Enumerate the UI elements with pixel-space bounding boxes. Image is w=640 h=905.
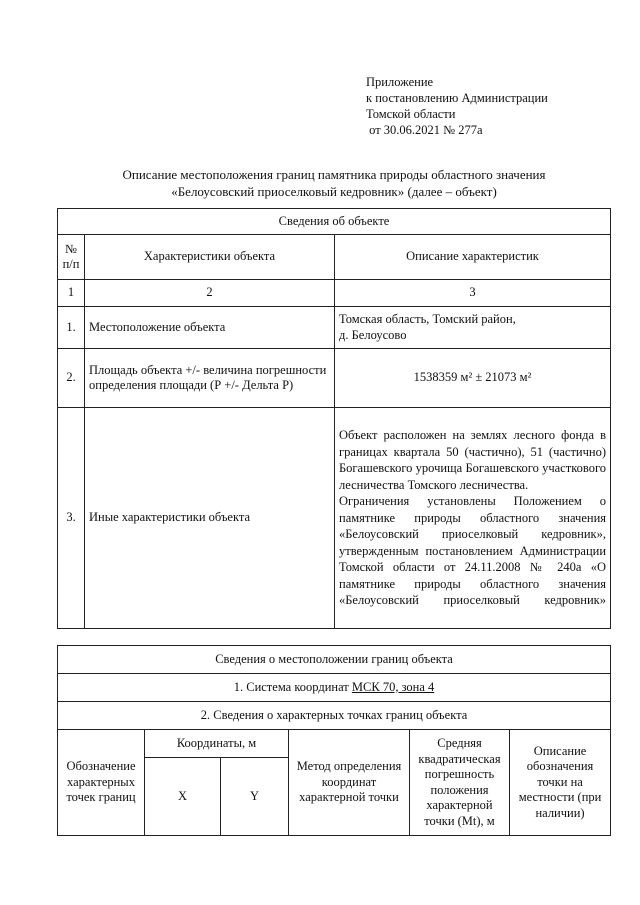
- index-cell-1: 1: [58, 280, 85, 307]
- col-num-header: № п/п: [58, 235, 85, 280]
- row-number: 3.: [58, 408, 85, 629]
- appendix-line-3: Томской области: [366, 107, 456, 121]
- title-line-1: Описание местоположения границ памятника природы областного значения: [122, 167, 546, 182]
- col-coordinates-header: Координаты, м: [145, 730, 289, 758]
- table-row: [58, 349, 611, 408]
- table-row: [58, 408, 611, 629]
- row-number: 2.: [58, 349, 85, 408]
- col-y-header: Y: [221, 758, 289, 836]
- boundary-info-table: [57, 645, 611, 836]
- row-characteristic: Местоположение объекта: [85, 307, 335, 349]
- table-row: [58, 307, 611, 349]
- row-description: 1538359 м² ± 21073 м²: [335, 349, 611, 408]
- row-characteristic: Иные характеристики объекта: [85, 408, 335, 629]
- col-char-header: Характеристики объекта: [85, 235, 335, 280]
- boundary-info-header: Сведения о местоположении границ объекта: [58, 646, 611, 674]
- col-designation-header: Обозначение характерных точек границ: [58, 730, 145, 836]
- object-info-header: Сведения об объекте: [58, 209, 611, 235]
- coordinate-system-row: [58, 674, 611, 702]
- col-method-header: Метод определения координат характерной точки: [289, 730, 410, 836]
- description-line-2: д. Белоусово: [339, 327, 407, 342]
- row-description: [335, 307, 611, 349]
- appendix-line-2: к постановлению Администрации: [366, 91, 548, 105]
- row-characteristic: Площадь объекта +/- величина погрешности определения площади (Р +/- Дельта Р): [85, 349, 335, 408]
- appendix-block: [366, 74, 548, 138]
- coordinate-system-label: 1. Система координат: [233, 679, 352, 694]
- appendix-line-1: Приложение: [366, 75, 434, 89]
- col-error-header: Средняя квадратическая погрешность положения характерной точки (Mt), м: [410, 730, 510, 836]
- coordinate-system-value: МСК 70, зона 4: [351, 679, 435, 694]
- index-cell-3: 3: [335, 280, 611, 307]
- title-line-2: «Белоусовский приоселковый кедровник» (далее – объект): [171, 184, 497, 199]
- index-cell-2: 2: [85, 280, 335, 307]
- col-x-header: X: [145, 758, 221, 836]
- document-title: [58, 166, 610, 200]
- col-desc-header: Описание характеристик: [335, 235, 611, 280]
- row-number: 1.: [58, 307, 85, 349]
- description-paragraph-2: Ограничения установлены Положением о памятнике природы областного значения «Белоусовский приоселковый кедровник», утвержденным постановлением Администрации Томской области от 24.11.2008 № 240а «О памятнике природы областного значения «Белоусовский приоселковый кедровник»: [339, 494, 607, 608]
- description-line-1: Томская область, Томский район,: [339, 312, 516, 326]
- description-paragraph-1: Объект расположен на землях лесного фонда в границах квартала 50 (частично), 51 (частично) Богашевского урочища Богашевского участкового лесничества Томского лесничества.: [339, 428, 607, 492]
- appendix-line-4: от 30.06.2021 № 277а: [366, 123, 483, 137]
- object-info-table: [57, 208, 611, 629]
- points-section-header: 2. Сведения о характерных точках границ объекта: [58, 702, 611, 730]
- col-description-header: Описание обозначения точки на местности (при наличии): [510, 730, 611, 836]
- row-description: [335, 408, 611, 629]
